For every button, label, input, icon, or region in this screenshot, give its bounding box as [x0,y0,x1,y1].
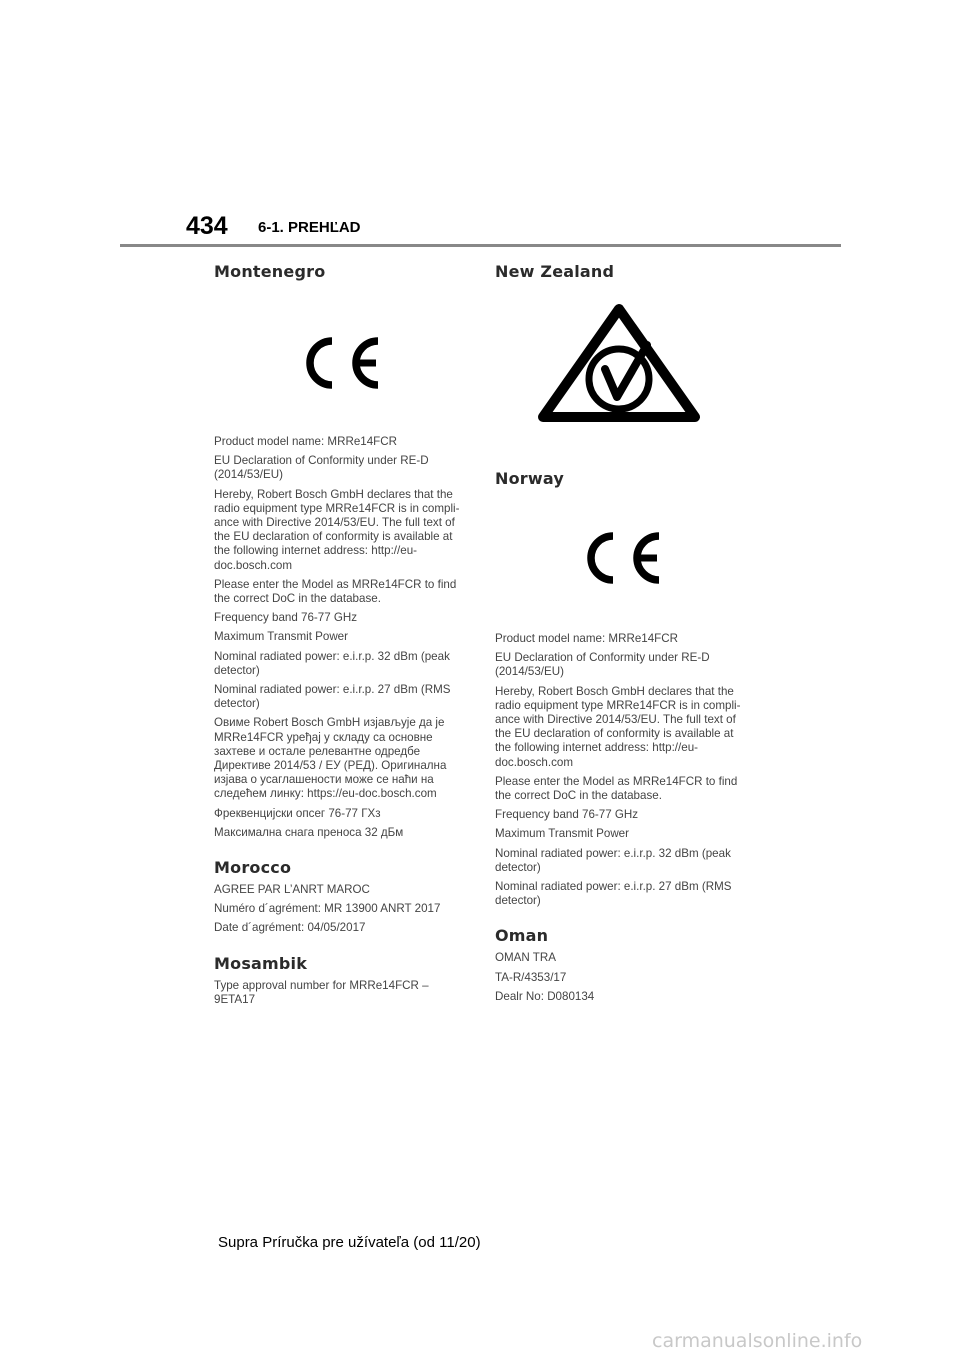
page-header [0,0,960,250]
paragraph: Date d´agrément: 04/05/2017 [214,921,366,935]
footer-manual-title: Supra Príručka pre užívateľa (od 11/20) [218,1234,481,1251]
right-column [495,262,747,1009]
norway-text [495,632,747,908]
paragraph: OMAN TRA [495,951,556,965]
paragraph: Nominal radiated power: e.i.r.p. 32 dBm (peak detector) [495,846,731,874]
paragraph: Dealr No: D080134 [495,989,595,1003]
paragraph: Frequency band 76-77 GHz [495,808,639,822]
paragraph: Nominal radiated power: e.i.r.p. 27 dBm (RMS detector) [495,880,732,908]
section-title: 6-1. PREHĽAD [258,219,361,236]
paragraph: Фреквенцијски опсег 76-77 ГХз [214,806,381,820]
paragraph: Type approval number for MRRe14FCR – 9ETA17 [214,978,429,1006]
paragraph: Product model name: MRRe14FCR [214,435,397,448]
page-number: 434 [186,212,228,240]
paragraph: EU Declaration of Conformity under RE-D (2014/53/EU) [495,651,710,679]
paragraph: EU Declaration of Conformity under RE-D (2014/53/EU) [214,454,429,482]
paragraph: Hereby, Robert Bosch GmbH declares that the radio equipment type MRRe14FCR is in compli-ance with Directive 2014/53/EU. The full text of the EU declaration of conformity is available at the following internet address: http://eu-doc.bosch.com [495,684,741,769]
paragraph: Frequency band 76-77 GHz [214,611,358,625]
paragraph: AGREE PAR L’ANRT MAROC [214,883,370,897]
paragraph: Maximum Transmit Power [495,827,629,841]
ce-mark-icon [495,528,747,588]
ce-mark-icon [214,333,466,393]
left-column [214,262,466,1012]
header-divider [120,244,841,247]
paragraph: Please enter the Model as MRRe14FCR to find the correct DoC in the database. [214,577,457,606]
paragraph: Numéro d´agrément: MR 13900 ANRT 2017 [214,902,441,916]
paragraph: Овиме Robert Bosch GmbH изјављује да је MRRe14FCR уређај у складу са основне захтеве и остале релевантне одредбе Директиве 2014/53 / ЕУ (РЕД). Оригинална изјава о усаглашености може се наћи на следећем линку: https://eu-doc.bosch.com [214,716,447,801]
paragraph: Hereby, Robert Bosch GmbH declares that the radio equipment type MRRe14FCR is in compli-ance with Directive 2014/53/EU. The full text of the EU declaration of conformity is available at the following internet address: http://eu-doc.bosch.com [214,487,460,572]
paragraph: Nominal radiated power: e.i.r.p. 32 dBm (peak detector) [214,649,450,677]
paragraph: Максимална снага преноса 32 дБм [214,825,404,839]
heading-oman: Oman [495,926,549,946]
paragraph: Nominal radiated power: e.i.r.p. 27 dBm (RMS detector) [214,683,451,711]
montenegro-text [214,435,466,840]
watermark: carmanualsonline.info [652,1330,863,1352]
paragraph: TA-R/4353/17 [495,970,567,984]
paragraph: Maximum Transmit Power [214,630,348,644]
heading-mosambik: Mosambik [214,953,308,973]
heading-montenegro: Montenegro [214,262,326,281]
paragraph: Product model name: MRRe14FCR [495,632,678,645]
heading-new-zealand: New Zealand [495,262,615,281]
rcm-mark-icon [535,301,747,425]
heading-morocco: Morocco [214,858,292,878]
heading-norway: Norway [495,469,564,488]
paragraph: Please enter the Model as MRRe14FCR to find the correct DoC in the database. [495,774,738,803]
